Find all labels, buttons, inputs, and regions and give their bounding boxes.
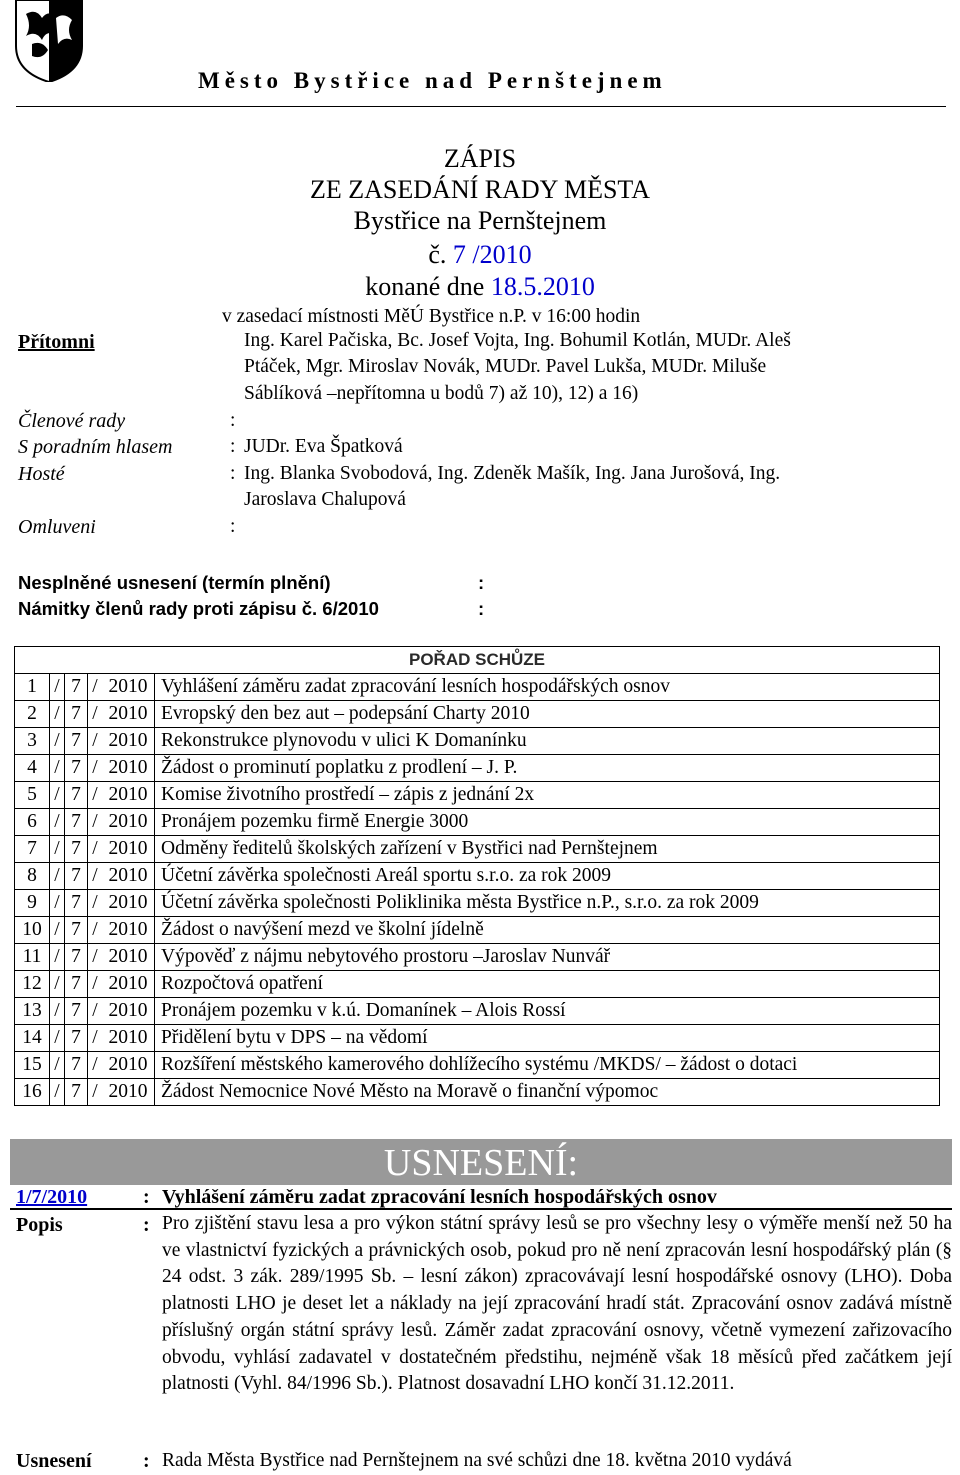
agenda-item-year: 2010 [102,998,155,1025]
agenda-row [15,809,940,836]
agenda-item-meeting: 7 [65,917,88,944]
agenda-item-title: Odměny ředitelů školských zařízení v Bystřici nad Pernštejnem [155,836,940,863]
agenda-item-year: 2010 [102,863,155,890]
agenda-item-meeting: 7 [65,701,88,728]
agenda-item-meeting: 7 [65,971,88,998]
agenda-separator: / [50,1025,65,1052]
agenda-item-meeting: 7 [65,1025,88,1052]
agenda-item-meeting: 7 [65,998,88,1025]
agenda-item-number: 8 [15,863,50,890]
agenda-row [15,890,940,917]
agenda-row [15,1052,940,1079]
agenda-separator: / [88,1025,103,1052]
agenda-item-title: Vyhlášení záměru zadat zpracování lesních hospodářských osnov [155,674,940,701]
guests-line-1: Ing. Blanka Svobodová, Ing. Zdeněk Mašík, Ing. Jana Jurošová, Ing. [244,463,781,484]
agenda-separator: / [50,836,65,863]
agenda-item-title: Přidělení bytu v DPS – na vědomí [155,1025,940,1052]
resolution-id-colon: : [143,1186,150,1208]
members-colon: : [230,410,236,431]
agenda-item-number: 10 [15,917,50,944]
agenda-item-number: 16 [15,1079,50,1106]
agenda-item-year: 2010 [102,1079,155,1106]
present-label: Přítomni [18,331,95,353]
meeting-place: v zasedací místnosti MěÚ Bystřice n.P. v 16:00 hodin [222,306,641,327]
agenda-item-number: 5 [15,782,50,809]
usneseni-text: Rada Města Bystřice nad Pernštejnem na své schůzi dne 18. května 2010 vydává [162,1450,792,1471]
agenda-separator: / [88,863,103,890]
objections-colon: : [478,598,485,619]
agenda-item-year: 2010 [102,701,155,728]
agenda-separator: / [88,836,103,863]
agenda-item-meeting: 7 [65,863,88,890]
agenda-item-number: 2 [15,701,50,728]
agenda-item-title: Rozšíření městského kamerového dohlížecího systému /MKDS/ – žádost o dotaci [155,1052,940,1079]
agenda-item-year: 2010 [102,755,155,782]
agenda-item-year: 2010 [102,782,155,809]
agenda-separator: / [88,998,103,1025]
agenda-item-title: Žádost o prominutí poplatku z prodlení – J. P. [155,755,940,782]
agenda-separator: / [50,1079,65,1106]
agenda-separator: / [88,674,103,701]
agenda-item-number: 9 [15,890,50,917]
agenda-row [15,863,940,890]
agenda-row [15,944,940,971]
agenda-separator: / [50,782,65,809]
header-divider [16,106,946,107]
advisory-value: JUDr. Eva Špatková [244,436,403,457]
agenda-separator: / [88,728,103,755]
agenda-separator: / [50,728,65,755]
agenda-item-year: 2010 [102,1025,155,1052]
resolutions-heading: USNESENÍ: [383,1142,579,1184]
agenda-separator: / [50,755,65,782]
advisory-label: S poradním hlasem [18,436,173,458]
agenda-item-number: 14 [15,1025,50,1052]
coat-of-arms-logo [12,0,86,82]
agenda-row [15,971,940,998]
agenda-separator: / [88,809,103,836]
agenda-item-meeting: 7 [65,782,88,809]
agenda-item-year: 2010 [102,836,155,863]
agenda-item-year: 2010 [102,917,155,944]
popis-text [162,1211,952,1398]
agenda-item-number: 1 [15,674,50,701]
agenda-separator: / [50,863,65,890]
agenda-separator: / [50,701,65,728]
agenda-item-year: 2010 [102,809,155,836]
excused-label: Omluveni [18,516,96,538]
agenda-item-meeting: 7 [65,890,88,917]
advisory-colon: : [230,436,236,457]
agenda-row [15,836,940,863]
meeting-date [0,272,960,302]
popis-paragraph: Pro zjištění stavu lesa a pro výkon státní správy lesů se pro všechny lesy o výměře menší než 50 ha ve vlastnictví fyzických a právnických osob, pokud pro ně není zpracován lesní hospodářský plán (§ 24 odst. 3 zák. 289/1995 Sb. – lesní zákon) zpracovávají lesní hospodářské osnovy (LHO). Doba platnosti LHO je deset let a náklady na její zpracování hradí stát. Zpracování osnov zadává místně příslušný orgán státní správy lesů. Záměr zadat zpracování osnovy, včetně vymezení zařizovacího obvodu, vyhlásí zadavatel v dostatečném předstihu, nejméně však 18 měsíců před začátkem její platnosti (Vyhl. 84/1996 Sb.). Platnost dosavadní LHO končí 31.12.2011. [162,1213,952,1395]
agenda-item-year: 2010 [102,890,155,917]
agenda-item-meeting: 7 [65,728,88,755]
agenda-item-year: 2010 [102,674,155,701]
agenda-row [15,701,940,728]
agenda-row [15,1079,940,1106]
present-line-3: Sáblíková –nepřítomna u bodů 7) až 10), 12) a 16) [244,383,639,404]
agenda-separator: / [88,971,103,998]
agenda-item-title: Komise životního prostředí – zápis z jednání 2x [155,782,940,809]
doc-title: ZÁPIS [443,144,517,173]
agenda-separator: / [50,674,65,701]
doc-number [0,240,960,270]
agenda-item-title: Rozpočtová opatření [155,971,940,998]
agenda-item-meeting: 7 [65,1052,88,1079]
agenda-item-title: Žádost Nemocnice Nové Město na Moravě o finanční výpomoc [155,1079,940,1106]
agenda-item-year: 2010 [102,728,155,755]
agenda-item-title: Rekonstrukce plynovodu v ulici K Domanínku [155,728,940,755]
excused-colon: : [230,516,236,537]
agenda-separator: / [88,782,103,809]
present-line-1: Ing. Karel Pačiska, Bc. Josef Vojta, Ing. Bohumil Kotlán, MUDr. Aleš [244,330,791,351]
agenda-heading-row [15,647,940,674]
agenda-item-title: Výpověď z nájmu nebytového prostoru –Jaroslav Nunvář [155,944,940,971]
agenda-item-title: Účetní závěrka společnosti Poliklinika města Bystřice n.P., s.r.o. za rok 2009 [155,890,940,917]
popis-label: Popis [16,1214,63,1236]
agenda-item-title: Pronájem pozemku firmě Energie 3000 [155,809,940,836]
agenda-item-title: Evropský den bez aut – podepsání Charty 2010 [155,701,940,728]
agenda-item-meeting: 7 [65,944,88,971]
doc-subtitle: ZE ZASEDÁNÍ RADY MĚSTA [310,175,650,204]
resolution-title: Vyhlášení záměru zadat zpracování lesních hospodářských osnov [162,1186,717,1208]
agenda-separator: / [50,998,65,1025]
agenda-separator: / [88,944,103,971]
agenda-item-year: 2010 [102,1052,155,1079]
agenda-row [15,728,940,755]
doc-number-value: 7 /2010 [452,240,532,269]
agenda-item-title: Pronájem pozemku v k.ú. Domanínek – Alois Rossí [155,998,940,1025]
doc-town: Bystřice na Pernštejnem [353,206,607,235]
agenda-item-number: 7 [15,836,50,863]
agenda-separator: / [88,1079,103,1106]
agenda-separator: / [88,701,103,728]
guests-label: Hosté [18,463,65,485]
agenda-separator: / [50,809,65,836]
guests-colon: : [230,463,236,484]
agenda-row [15,755,940,782]
meeting-date-prefix: konané dne [365,272,485,301]
agenda-item-number: 12 [15,971,50,998]
agenda-item-number: 4 [15,755,50,782]
agenda-separator: / [88,917,103,944]
agenda-item-meeting: 7 [65,809,88,836]
agenda-row [15,998,940,1025]
agenda-item-title: Žádost o navýšení mezd ve školní jídelně [155,917,940,944]
agenda-item-meeting: 7 [65,1079,88,1106]
resolution-id: 1/7/2010 [16,1186,88,1208]
agenda-separator: / [88,1052,103,1079]
agenda-item-number: 13 [15,998,50,1025]
agenda-row [15,782,940,809]
agenda-separator: / [88,755,103,782]
doc-number-prefix: č. [428,240,447,269]
usneseni-colon: : [143,1450,150,1472]
members-label: Členové rady [18,410,126,432]
agenda-item-meeting: 7 [65,755,88,782]
agenda-item-number: 3 [15,728,50,755]
agenda-item-number: 15 [15,1052,50,1079]
agenda-row [15,917,940,944]
meeting-date-value: 18.5.2010 [490,272,595,301]
agenda-separator: / [50,1052,65,1079]
agenda-heading: POŘAD SCHŮZE [15,647,940,674]
agenda-item-meeting: 7 [65,836,88,863]
agenda-item-year: 2010 [102,971,155,998]
unfulfilled-label: Nesplněné usnesení (termín plnění) [18,572,331,593]
agenda-separator: / [50,944,65,971]
guests-line-2: Jaroslava Chalupová [244,489,406,510]
agenda-separator: / [88,890,103,917]
popis-colon: : [143,1214,150,1236]
agenda-row [15,1025,940,1052]
town-name: Město Bystřice nad Pernštejnem [198,68,667,93]
agenda-row [15,674,940,701]
agenda-separator: / [50,890,65,917]
agenda-table [14,646,940,1106]
agenda-item-number: 6 [15,809,50,836]
objections-label: Námitky členů rady proti zápisu č. 6/2010 [18,598,379,619]
agenda-separator: / [50,917,65,944]
present-line-2: Ptáček, Mgr. Miroslav Novák, MUDr. Pavel Lukša, MUDr. Miluše [244,356,767,377]
agenda-item-meeting: 7 [65,674,88,701]
unfulfilled-colon: : [478,572,485,593]
agenda-item-number: 11 [15,944,50,971]
agenda-item-title: Účetní závěrka společnosti Areál sportu s.r.o. za rok 2009 [155,863,940,890]
agenda-item-year: 2010 [102,944,155,971]
agenda-separator: / [50,971,65,998]
usneseni-label: Usnesení [16,1450,92,1472]
